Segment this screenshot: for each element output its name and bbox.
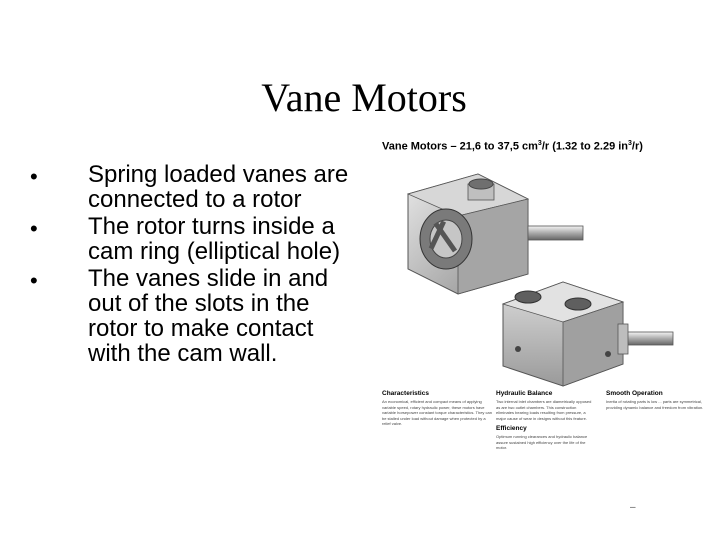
figure-heading-part: /r (1.32 to 2.29 in (541, 140, 629, 153)
bullet-dot-icon: • (30, 216, 38, 241)
figure-column-text: Optimum running clearances and hydraulic balance assure sustained high efficiency over the life of the motor. (496, 434, 588, 450)
figure-heading-part: Vane Motors – 21,6 to 37,5 cm (382, 140, 538, 153)
bullet-text: Spring loaded vanes are connected to a rotor (88, 161, 349, 213)
figure-heading-sup: 3 (537, 140, 542, 147)
bullet-dot-icon: • (30, 164, 38, 189)
vane-motor-illustration (378, 154, 728, 404)
bullet-item (26, 266, 356, 366)
figure-column-text: Inertia of rotating parts is low ... parts are symmetrical, providing dynamic balance and freedom from vibration. (606, 399, 704, 410)
figure-column-title: Characteristics (382, 390, 429, 397)
figure-heading-part: /r) (631, 140, 643, 153)
assembled-motor-icon (503, 282, 673, 386)
figure-column-hydraulic-balance (496, 390, 592, 451)
figure-column-title: Efficiency (496, 425, 527, 432)
figure-column-smooth-operation (606, 390, 716, 410)
bullet-item (26, 162, 356, 212)
vane-motor-figure (378, 136, 728, 484)
figure-column-title: Hydraulic Balance (496, 390, 553, 397)
figure-heading (382, 140, 643, 153)
bullet-text: The vanes slide in and out of the slots in the rotor to make contact with the cam wall. (88, 265, 329, 367)
bullet-item (26, 214, 356, 264)
figure-column-characteristics (382, 390, 492, 427)
slide-title: Vane Motors (261, 75, 467, 120)
figure-column-text: An economical, efficient and compact means of applying variable speed, rotary hydraulic power, these motors have variable horsepower constant torque characteristics. They can be stalled under load without damage when protected by a relief valve. (382, 399, 492, 426)
page-mark: – (630, 502, 636, 513)
cutaway-motor-icon (408, 174, 583, 294)
figure-heading-sup: 3 (628, 140, 632, 147)
bullet-dot-icon: • (30, 268, 38, 293)
bullet-text: The rotor turns inside a cam ring (elliptical hole) (88, 213, 341, 265)
figure-column-title: Smooth Operation (606, 390, 663, 397)
figure-column-text: Two internal inlet chambers are diametrically opposed as are two outlet chambers. This construction eliminates bearing loads resulting from pressure, a major cause of wear in designs without this feature. (496, 399, 592, 421)
bullet-list (26, 162, 356, 368)
